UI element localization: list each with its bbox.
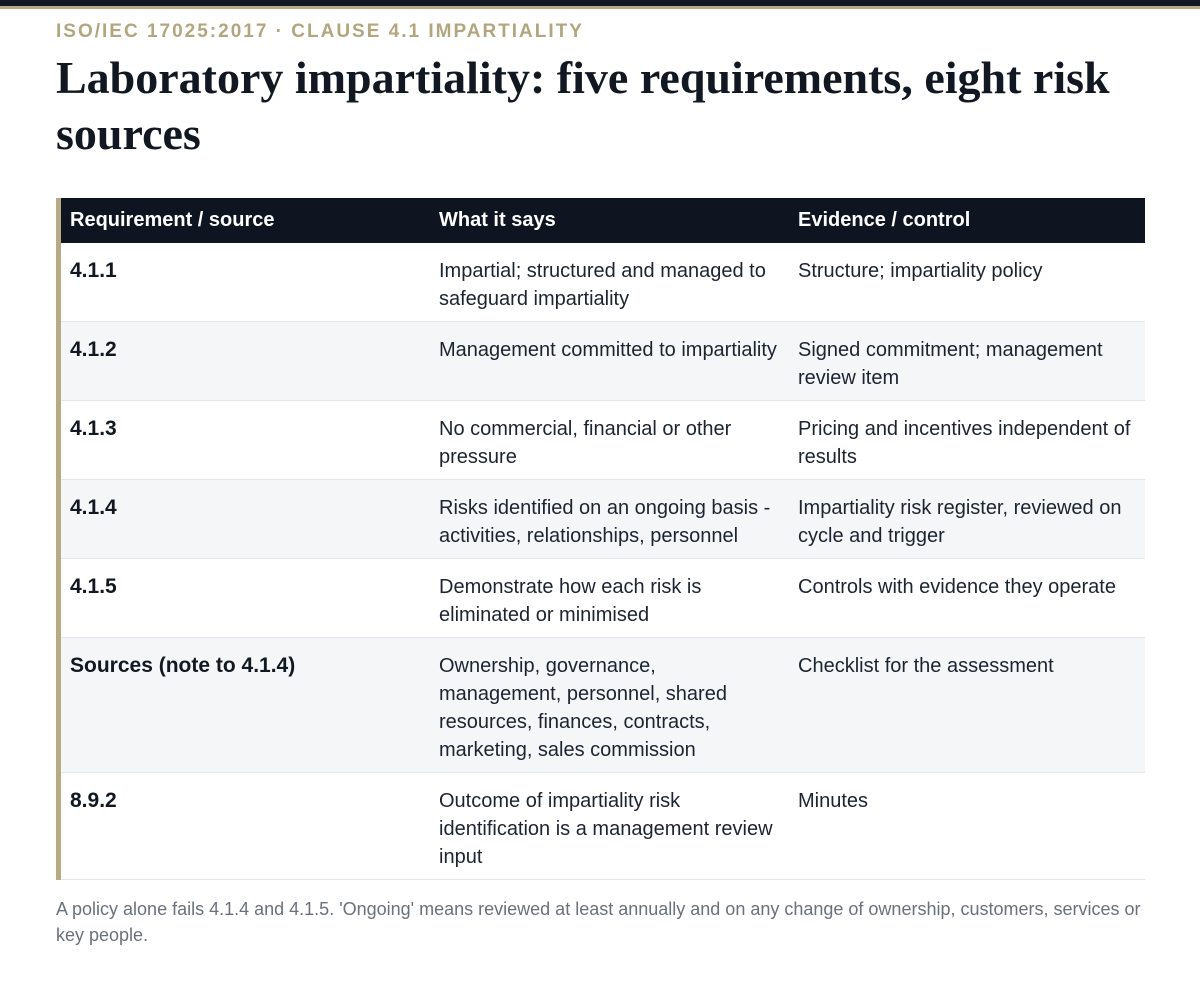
evidence-cell: Checklist for the assessment [789,638,1145,773]
requirement-cell: 4.1.3 [61,401,430,480]
requirements-table-container [56,198,1150,880]
evidence-cell: Signed commitment; management review item [789,322,1145,401]
column-header-evidence: Evidence / control [789,198,1145,243]
evidence-cell: Impartiality risk register, reviewed on cycle and trigger [789,480,1145,559]
evidence-cell: Controls with evidence they operate [789,559,1145,638]
table-row [61,322,1145,401]
footnote: A policy alone fails 4.1.4 and 4.1.5. 'Ongoing' means reviewed at least annually and on any change of ownership, customers, services or key people. [56,899,1141,945]
what-it-says-cell: Demonstrate how each risk is eliminated or minimised [430,559,789,638]
requirement-cell: 8.9.2 [61,773,430,880]
column-header-what-it-says: What it says [430,198,789,243]
requirements-table [61,198,1145,880]
table-row [61,638,1145,773]
what-it-says-cell: Outcome of impartiality risk identification is a management review input [430,773,789,880]
requirement-cell: Sources (note to 4.1.4) [61,638,430,773]
table-row [61,559,1145,638]
table-row [61,243,1145,322]
table-row [61,480,1145,559]
requirement-cell: 4.1.5 [61,559,430,638]
column-header-requirement: Requirement / source [61,198,430,243]
evidence-cell: Structure; impartiality policy [789,243,1145,322]
what-it-says-cell: Management committed to impartiality [430,322,789,401]
what-it-says-cell: No commercial, financial or other pressure [430,401,789,480]
evidence-cell: Minutes [789,773,1145,880]
table-row [61,401,1145,480]
evidence-cell: Pricing and incentives independent of results [789,401,1145,480]
kicker: ISO/IEC 17025:2017 · CLAUSE 4.1 IMPARTIALITY [56,21,584,42]
requirement-cell: 4.1.4 [61,480,430,559]
table-row [61,773,1145,880]
what-it-says-cell: Impartial; structured and managed to safeguard impartiality [430,243,789,322]
top-bar-accent [0,6,1200,9]
what-it-says-cell: Risks identified on an ongoing basis - activities, relationships, personnel [430,480,789,559]
requirement-cell: 4.1.1 [61,243,430,322]
page-title: Laboratory impartiality: five requirements, eight risk sources [56,52,1110,159]
what-it-says-cell: Ownership, governance, management, personnel, shared resources, finances, contracts, marketing, sales commission [430,638,789,773]
table-header-row [61,198,1145,243]
requirement-cell: 4.1.2 [61,322,430,401]
